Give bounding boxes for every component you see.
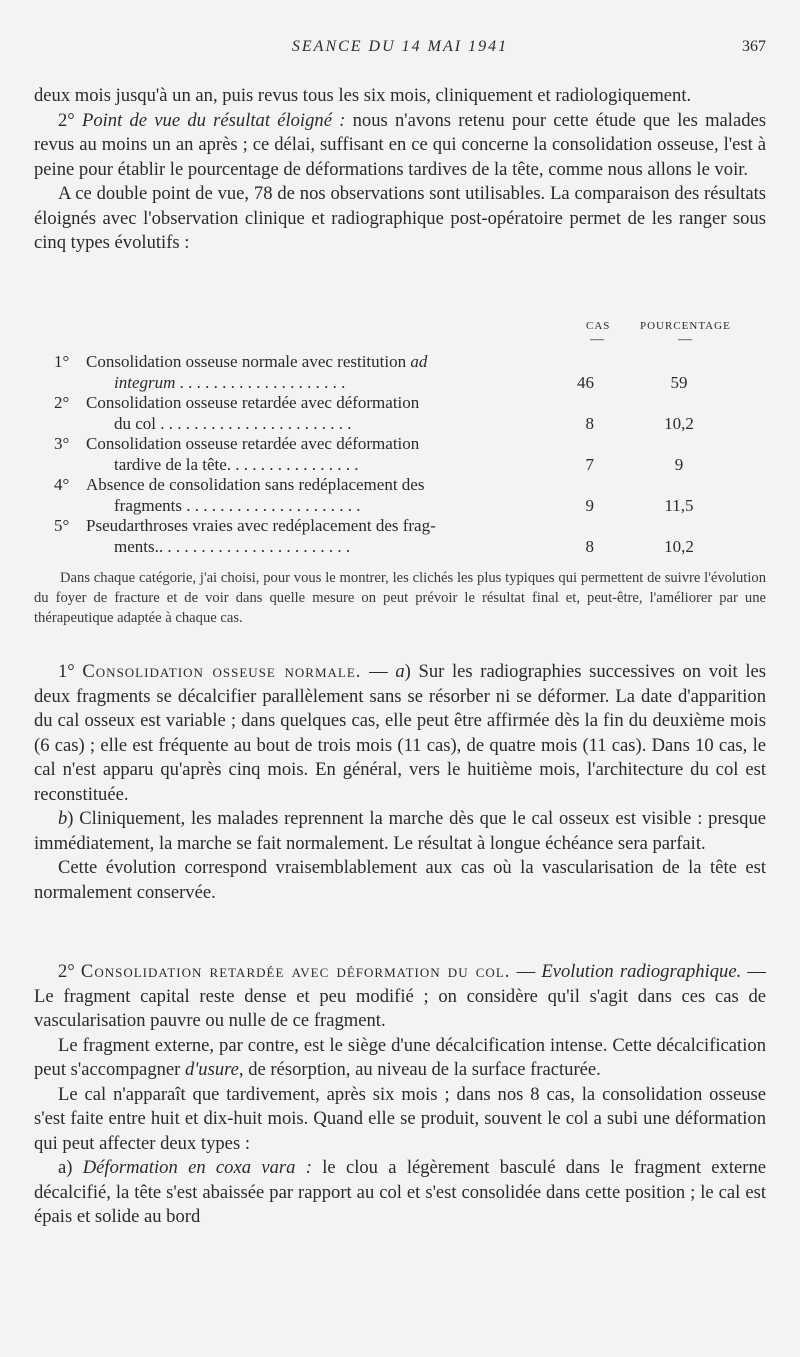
subsection-heading: Evolution radiographique. (541, 961, 742, 982)
paragraph-text: ) Cliniquement, les malades reprennent la marche dès que le cal osseux est visible : presque immédiatement, la marche se fait normalement. Le résultat à longue échéance sera parfait. (34, 808, 766, 854)
row-label-line1: Consolidation osseuse retardée avec déformation (86, 434, 420, 453)
row-label-line2: fragments . . . . . . . . . . . . . . . . . . . . . (114, 495, 361, 515)
paragraph: Cette évolution correspond vraisemblablement aux cas où la vascularisation de la tête est normalement conservée. (34, 857, 766, 903)
row-pct-value: 10,2 (664, 413, 694, 433)
paragraph (34, 1156, 766, 1230)
row-cas-value: 9 (585, 495, 594, 515)
row-cas-value: 8 (585, 536, 594, 556)
item-heading: Point de vue du résultat éloigné : (81, 109, 346, 131)
row-label-text: Consolidation osseuse normale avec restitution (86, 352, 411, 371)
note-paragraph: Dans chaque catégorie, j'ai choisi, pour vous le montrer, les clichés les plus typiques qui permettent de suivre l'évolution du foyer de fracture et de voir dans quelle mesure on peut prévoir le résultat final et, peut-être, l'améliorer par une thérapeutique adaptée à chaque cas. (34, 570, 766, 626)
page-number: 367 (742, 38, 766, 55)
section-consolidation-retardee (34, 960, 766, 1230)
paragraph (34, 807, 766, 856)
row-number: 1° (54, 352, 70, 371)
subsection-heading: Déformation en coxa vara : (82, 1157, 312, 1178)
page-header (0, 38, 800, 62)
note-section (34, 568, 766, 628)
column-header-pourcentage: POURCENTAGE (640, 320, 731, 332)
row-label-line2: tardive de la tête. . . . . . . . . . . . . . . . (114, 454, 359, 474)
row-label-line2 (114, 373, 345, 394)
italic-term: d'usure (185, 1059, 239, 1080)
row-pct-value: 10,2 (664, 536, 694, 556)
subsection-letter: b (58, 808, 68, 829)
section-title: Consolidation osseuse normale. (82, 661, 362, 682)
column-dash: — (678, 332, 692, 347)
row-label-line1: Consolidation osseuse retardée avec déformation (86, 393, 420, 412)
row-label-italic: ad (410, 352, 428, 371)
row-number: 5° (54, 516, 70, 535)
paragraph (34, 1034, 766, 1083)
paragraph-text: ) Sur les radiographies successives on voit les deux fragments se décalcifier parallèlement sans se résorber ni se déformer. La date d'apparition du cal osseux est variable ; dans quelques cas, elle peut être affirmée dès la fin du deuxième mois (6 cas) ; elle est fréquente au bout de trois mois (11 cas), de quatre mois (11 cas). Dans 10 cas, le cal n'est apparu qu'après cinq mois. En général, vers le huitième mois, l'architecture du col est reconstituée. (34, 661, 766, 805)
intro-section (34, 84, 766, 256)
row-cas-value: 46 (577, 372, 594, 392)
paragraph (34, 109, 766, 183)
paragraph-text: le clou a légèrement basculé dans le fragment externe décalcifié, la tête s'est abaissée par rapport au col et s'est consolidée dans cette position ; le cal est épais et solide au bord (34, 1157, 766, 1227)
section-number: 2° (58, 961, 81, 982)
paragraph: Le cal n'apparaît que tardivement, après six mois ; dans nos 8 cas, la consolidation osseuse s'est faite entre huit et dix-huit mois. Quand elle se produit, souvent le col a subi une déformation qui peut affecter deux types : (34, 1083, 766, 1154)
running-title: SEANCE DU 14 MAI 1941 (291, 38, 509, 55)
row-cas-value: 8 (585, 413, 594, 433)
paragraph-text: — Le fragment capital reste dense et peu modifié ; on considère qu'il s'agit dans ces cas de vascularisation pauvre ou nulle de ce fragment. (34, 961, 767, 1031)
paragraph: A ce double point de vue, 78 de nos observations sont utilisables. La comparaison des résultats éloignés avec l'observation clinique et radiographique post-opératoire permet de les ranger sous cinq types évolutifs : (34, 183, 766, 253)
dash: — (361, 661, 396, 682)
paragraph-text: nous n'avons retenu pour cette étude que les malades revus au moins un an après ; ce délai, suffisant en ce qui concerne la consolidation osseuse, l'est à peine pour établir le pourcentage de déformations tardives de la tête, comme nous allons le voir. (34, 109, 767, 180)
item-number: 2° (58, 109, 82, 131)
row-cas-value: 7 (585, 454, 594, 474)
column-header-cas: CAS (586, 320, 611, 332)
subsection-letter: a (395, 661, 405, 682)
row-label-line1 (86, 352, 427, 373)
row-label-line1: Absence de consolidation sans redéplacement des (86, 475, 425, 494)
paragraph-text: Le fragment externe, par contre, est le siège d'une décalcification intense. Cette décalcification peut s'accompagner (34, 1034, 766, 1080)
row-pct-value: 9 (674, 454, 684, 474)
row-pct-value: 59 (670, 372, 688, 392)
row-pct-value: 11,5 (664, 495, 694, 515)
dash: — (510, 961, 542, 982)
section-number: 1° (58, 661, 83, 682)
row-number: 3° (54, 434, 70, 453)
subsection-letter: a) (58, 1157, 83, 1178)
row-number: 2° (54, 393, 70, 412)
row-label-line1: Pseudarthroses vraies avec redéplacement des frag- (86, 516, 436, 535)
paragraph (34, 660, 766, 807)
row-label-italic: integrum (114, 372, 176, 392)
section-consolidation-normale (34, 660, 766, 905)
row-label-line2: ments.. . . . . . . . . . . . . . . . . . . . . . . (114, 536, 351, 556)
row-label-text: . . . . . . . . . . . . . . . . . . . . (175, 372, 346, 392)
paragraph (34, 960, 766, 1034)
section-title: Consolidation retardée avec déformation du col. (80, 961, 511, 982)
column-dash: — (590, 332, 604, 347)
paragraph-text: , de résorption, au niveau de la surface fracturée. (238, 1059, 601, 1080)
paragraph: deux mois jusqu'à un an, puis revus tous les six mois, cliniquement et radiologiquement. (34, 85, 692, 106)
row-label-line2: du col . . . . . . . . . . . . . . . . . . . . . . . (114, 413, 352, 433)
row-number: 4° (54, 475, 70, 494)
